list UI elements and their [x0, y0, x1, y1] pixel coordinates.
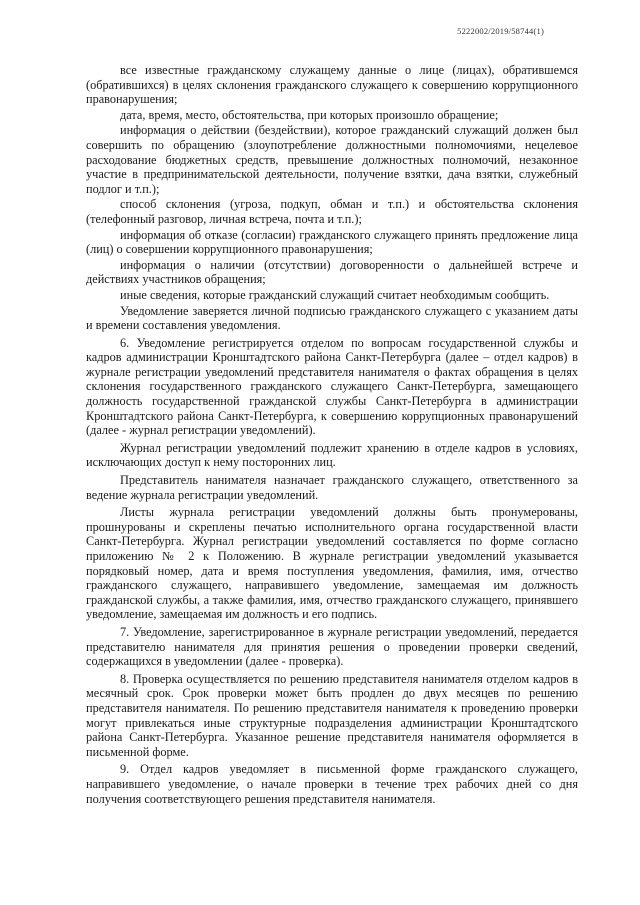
- paragraph-item-7: 7. Уведомление, зарегистрированное в журнале регистрации уведомлений, передается представителю нанимателя для принятия решения о проведении проверки сведений, содержащихся в уведомлении (далее - проверка).: [86, 624, 578, 669]
- paragraph-item-6: 6. Уведомление регистрируется отделом по вопросам государственной службы и кадров администрации Кронштадтского района Санкт-Петербурга (далее – отдел кадров) в журнале регистрации уведомлений представителя нанимателя о фактах обращения в целях склонения государственного гражданского служащего Санкт-Петербурга, замещающего должность государственной гражданской службы Санкт-Петербурга в администрации Кронштадтского района Санкт-Петербурга, к совершению коррупционных правонарушений (далее - журнал регистрации уведомлений).: [86, 335, 578, 438]
- paragraph-other-info: иные сведения, которые гражданский служащий считает необходимым сообщить.: [120, 287, 550, 302]
- paragraph-journal-responsible: Представитель нанимателя назначает гражданского служащего, ответственного за ведение журнала регистрации уведомлений.: [86, 473, 578, 502]
- paragraph-agreement-info: информация о наличии (отсутствии) договоренности о дальнейшей встрече и действиях участников обращения;: [86, 257, 578, 287]
- paragraph-journal-sheets: Листы журнала регистрации уведомлений должны быть пронумерованы, прошнурованы и скреплены печатью исполнительного органа государственной власти Санкт-Петербурга. Журнал регистрации уведомлений составляется по форме согласно приложению № 2 к Положению. В журнале регистрации уведомлений указывается порядковый номер, дата и время поступления уведомления, фамилия, имя, отчество гражданского служащего, направившего уведомление, замещаемая им должность гражданской службы, а также фамилия, имя, отчество гражданского служащего, принявшего уведомление, замещаемая им должность и его подпись.: [86, 505, 578, 622]
- document-body: [86, 63, 578, 809]
- paragraph-action-info: информация о действии (бездействии), которое гражданский служащий должен был совершить по обращению (злоупотребление должностными полномочиями, нецелевое расходование бюджетных средств, превышение должностных полномочий, незаконное участие в предпринимательской деятельности, получение взятки, дача взятки, служебный подлог и т.п.);: [86, 123, 578, 196]
- document-number: 5222002/2019/58744(1): [457, 26, 544, 36]
- paragraph-inducement-method: способ склонения (угроза, подкуп, обман и т.п.) и обстоятельства склонения (телефонный разговор, личная встреча, почта и т.п.);: [86, 197, 578, 226]
- paragraph-item-9: 9. Отдел кадров уведомляет в письменной форме гражданского служащего, направившего уведомление, о начале проверки в течение трех рабочих дней со дня получения соответствующего решения представителя нанимателя.: [86, 762, 578, 806]
- paragraph-signature: Уведомление заверяется личной подписью гражданского служащего с указанием даты и времени составления уведомления.: [86, 303, 578, 333]
- paragraph-journal-storage: Журнал регистрации уведомлений подлежит хранению в отделе кадров в условиях, исключающих доступ к нему посторонних лиц.: [86, 440, 578, 470]
- paragraph-item-8: 8. Проверка осуществляется по решению представителя нанимателя отделом кадров в месячный срок. Срок проверки может быть продлен до двух месяцев по решению представителя нанимателя. По решению представителя нанимателя к проведению проверки могут привлекаться иные структурные подразделения администрации Кронштадтского района Санкт-Петербурга. Указанное решение представителя нанимателя оформляется в письменной форме.: [86, 671, 578, 759]
- paragraph-applicant-data: все известные гражданскому служащему данные о лице (лицах), обратившемся (обратившихся) в целях склонения гражданского служащего к совершению коррупционного правонарушения;: [86, 63, 578, 107]
- paragraph-date-place: дата, время, место, обстоятельства, при которых произошло обращение;: [120, 107, 499, 122]
- paragraph-refusal-info: информация об отказе (согласии) гражданского служащего принять предложение лица (лиц) о совершении коррупционного правонарушения;: [86, 227, 578, 257]
